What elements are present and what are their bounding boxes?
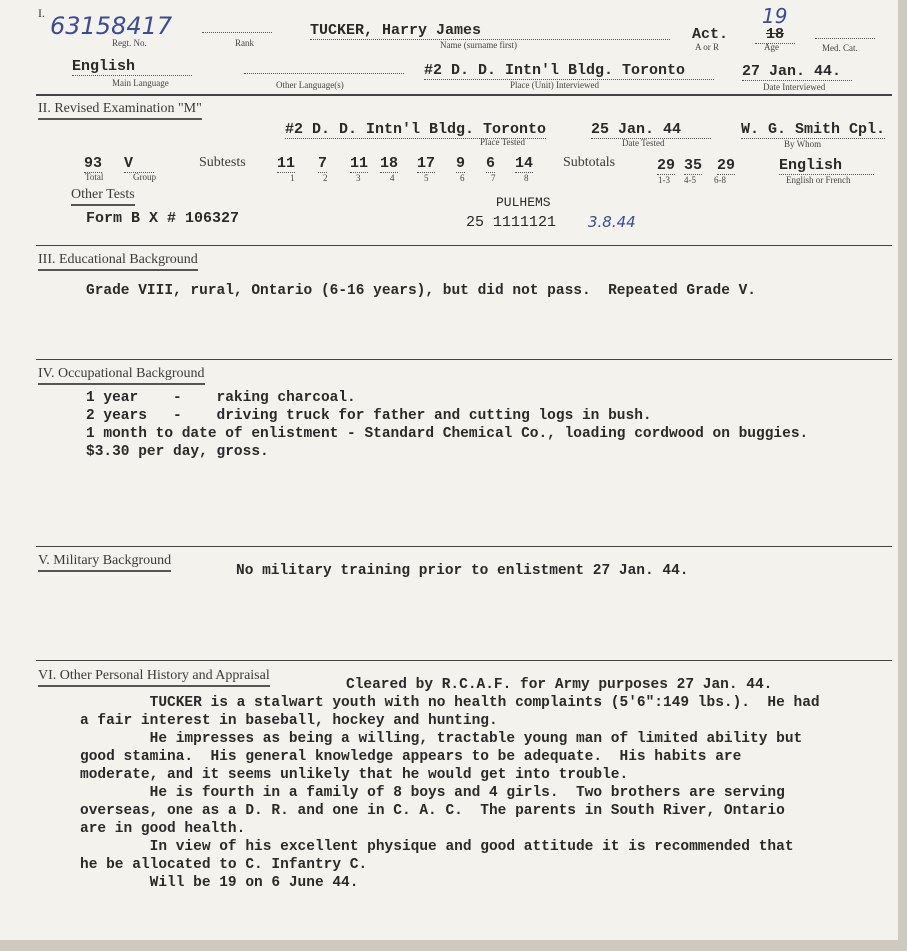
other-language-label: Other Language(s)	[276, 80, 344, 90]
place-interviewed-label: Place (Unit) Interviewed	[510, 80, 599, 90]
appraisal-line: a fair interest in baseball, hockey and hunting.	[80, 713, 498, 729]
pulhems-date: 3.8.44	[588, 213, 636, 231]
section-2-heading: II. Revised Examination "M"	[38, 101, 202, 120]
subtest-6-index: 6	[460, 173, 465, 183]
appraisal-line: Will be 19 on 6 June 44.	[80, 875, 359, 891]
appraisal-line: are in good health.	[80, 821, 246, 837]
place-tested-label: Place Tested	[480, 137, 525, 147]
med-cat-field	[815, 38, 875, 39]
subtest-5: 17	[417, 155, 436, 172]
subtotal-6-8-range: 6-8	[714, 175, 726, 185]
age-corrected-value: 19	[762, 4, 788, 28]
section-3-heading: III. Educational Background	[38, 252, 198, 271]
subtest-3-index: 3	[356, 173, 361, 183]
appraisal-line: TUCKER is a stalwart youth with no health complaints (5'6":149 lbs.). He had	[80, 695, 820, 711]
occupational-background-list	[86, 389, 808, 461]
a-or-r-label: A or R	[695, 42, 720, 52]
divider	[36, 245, 892, 246]
main-language-label: Main Language	[112, 78, 169, 88]
subtotal-6-8: 29	[717, 157, 736, 174]
total-label: Total	[85, 172, 104, 182]
subtest-7-index: 7	[491, 173, 496, 183]
regt-no-value: 63158417	[50, 12, 173, 40]
occupation-line: 2 years - driving truck for father and cutting logs in bush.	[86, 408, 652, 424]
rank-field	[202, 32, 272, 33]
name-label: Name (surname first)	[440, 40, 517, 50]
med-cat-label: Med. Cat.	[822, 43, 858, 53]
total-value: 93	[84, 155, 103, 172]
subtest-1-index: 1	[290, 173, 295, 183]
subtest-8-index: 8	[524, 173, 529, 183]
subtest-6: 9	[456, 155, 466, 172]
age-struck-value: 18	[755, 26, 795, 44]
divider	[36, 660, 892, 661]
place-interviewed-value: #2 D. D. Intn'l Bldg. Toronto	[424, 62, 714, 80]
date-interviewed-value: 27 Jan. 44.	[742, 63, 852, 81]
educational-background-text: Grade VIII, rural, Ontario (6-16 years), but did not pass. Repeated Grade V.	[86, 283, 757, 299]
appraisal-line: He impresses as being a willing, tractable young man of limited ability but	[80, 731, 803, 747]
test-language-label: English or French	[786, 175, 851, 185]
place-tested-value: #2 D. D. Intn'l Bldg. Toronto	[285, 121, 547, 138]
appraisal-line: moderate, and it seems unlikely that he would get into trouble.	[80, 767, 629, 783]
a-or-r-value: Act.	[692, 26, 729, 43]
regt-no-label: Regt. No.	[112, 38, 147, 48]
section-5-heading: V. Military Background	[38, 553, 171, 572]
appraisal-line: good stamina. His general knowledge appears to be adequate. His habits are	[80, 749, 742, 765]
subtests-label: Subtests	[199, 155, 246, 170]
rank-label: Rank	[235, 38, 254, 48]
divider	[36, 546, 892, 547]
main-language-value: English	[72, 58, 192, 76]
subtest-1: 11	[277, 155, 296, 172]
other-tests-label: Other Tests	[71, 187, 135, 206]
by-whom-value: W. G. Smith Cpl.	[741, 121, 886, 138]
subtest-7: 6	[486, 155, 496, 172]
other-language-field	[244, 73, 404, 74]
subtest-2: 7	[318, 155, 328, 172]
pulhems-value: 25 1111121	[466, 214, 557, 231]
age-label: Age	[764, 42, 779, 52]
appraisal-line: overseas, one as a D. R. and one in C. A. C. The parents in South River, Ontario	[80, 803, 785, 819]
group-label: Group	[133, 172, 156, 182]
subtotal-4-5: 35	[684, 157, 703, 174]
by-whom-label: By Whom	[784, 139, 822, 149]
appraisal-line: He is fourth in a family of 8 boys and 4 girls. Two brothers are serving	[80, 785, 785, 801]
subtotal-4-5-range: 4-5	[684, 175, 696, 185]
date-tested-label: Date Tested	[622, 138, 665, 148]
subtest-3: 11	[350, 155, 369, 172]
subtotals-label: Subtotals	[563, 155, 616, 170]
date-interviewed-label: Date Interviewed	[763, 82, 826, 92]
military-background-text: No military training prior to enlistment 27 Jan. 44.	[236, 563, 689, 579]
occupation-line: $3.30 per day, gross.	[86, 444, 269, 460]
subtotal-1-3-range: 1-3	[658, 175, 670, 185]
appraisal-line: he be allocated to C. Infantry C.	[80, 857, 368, 873]
appraisal-first-line: Cleared by R.C.A.F. for Army purposes 27 Jan. 44.	[346, 677, 773, 693]
divider	[36, 359, 892, 360]
date-tested-value: 25 Jan. 44	[591, 121, 711, 139]
subtest-4: 18	[380, 155, 399, 172]
subtest-4-index: 4	[390, 173, 395, 183]
appraisal-line: In view of his excellent physique and good attitude it is recommended that	[80, 839, 794, 855]
occupation-line: 1 month to date of enlistment - Standard Chemical Co., loading cordwood on buggies.	[86, 426, 809, 442]
subtest-5-index: 5	[424, 173, 429, 183]
subtest-8: 14	[515, 155, 534, 172]
pulhems-label: PULHEMS	[496, 195, 551, 210]
appraisal-text	[80, 694, 820, 892]
other-tests-value: Form B X # 106327	[86, 210, 240, 227]
test-language-value: English	[779, 157, 874, 175]
group-value: V	[124, 155, 154, 173]
section-6-heading: VI. Other Personal History and Appraisal	[38, 668, 270, 687]
divider	[36, 94, 892, 96]
section-1-numeral: I.	[38, 6, 45, 20]
subtotal-1-3: 29	[657, 157, 676, 174]
occupation-line: 1 year - raking charcoal.	[86, 390, 356, 406]
section-4-heading: IV. Occupational Background	[38, 366, 205, 385]
name-value: TUCKER, Harry James	[310, 22, 670, 40]
subtest-2-index: 2	[323, 173, 328, 183]
